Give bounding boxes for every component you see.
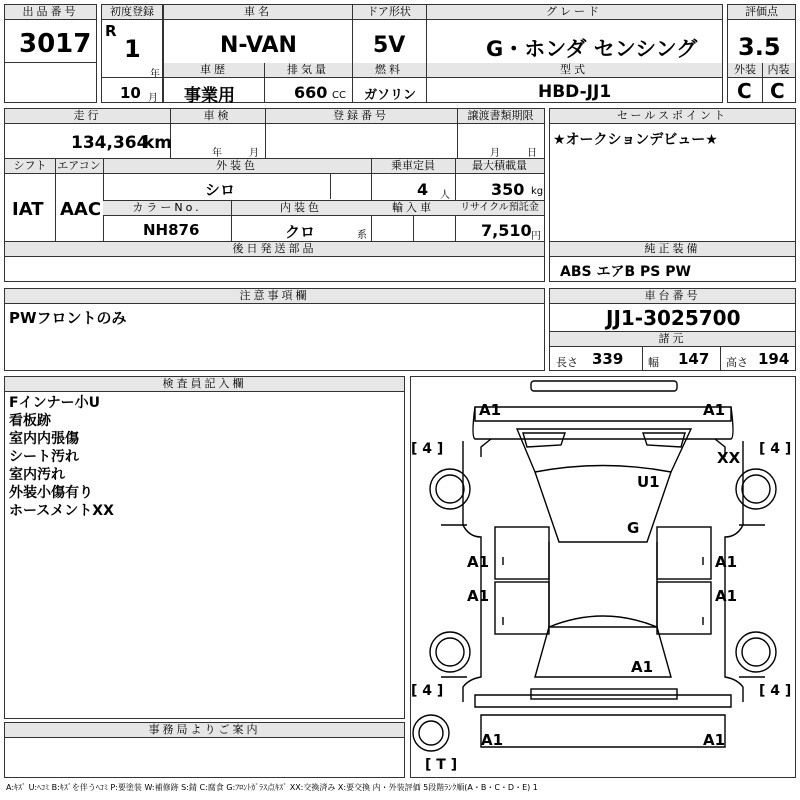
kg-unit: kg (531, 186, 544, 197)
height-label: 高さ (726, 356, 748, 369)
insp-year-unit: 年 (212, 148, 222, 159)
interior-label: 内装 (762, 63, 795, 78)
caution-cell (4, 288, 545, 371)
tire-mark: [ 4 ] (759, 441, 792, 457)
damage-mark: A1 (481, 731, 504, 749)
sales-point-cell (549, 108, 796, 282)
yen-unit: 円 (531, 231, 541, 242)
reg-year: 1 (124, 35, 141, 63)
displacement-label: 排気量 (264, 63, 352, 78)
inspector-note: シート汚れ (9, 449, 79, 465)
car-diagram (410, 376, 796, 778)
regno-label: 登録番号 (265, 109, 457, 124)
ext-color: シロ (205, 181, 236, 199)
capacity: 4 (417, 180, 429, 199)
transfer-month-unit: 月 (490, 148, 500, 159)
history-label: 車歴 (164, 63, 264, 78)
kei-unit: 系 (357, 230, 367, 241)
score-cell (727, 4, 796, 103)
sales-point-text: ★オークションデビュー★ (553, 132, 718, 148)
grade-label: グレード (426, 5, 722, 20)
details-block (4, 108, 545, 282)
inspector-note: 外装小傷有り (9, 485, 93, 501)
transfer-label: 譲渡書類期限 (457, 109, 544, 124)
model: HBD-JJ1 (538, 82, 612, 102)
later-parts-label: 後日発送部品 (5, 242, 544, 257)
load: 350 (491, 180, 525, 199)
displacement: 660 (294, 83, 328, 102)
legend: A:ｷｽﾞ U:ﾍｺﾐ B:ｷｽﾞを伴うﾍｺﾐ P:要塗装 W:補修跡 S:錆 C:腐食 G:ﾌﾛﾝﾄｶﾞﾗｽ点ｷｽﾞ XX:交換済み X:要交換 内・外装評価 5段階ﾗﾝｸ順(A・B・C・D・E) 1 (6, 783, 538, 792)
damage-mark: A1 (703, 731, 726, 749)
damage-mark: G (627, 519, 640, 537)
shift: IAT (12, 199, 44, 220)
damage-mark: A1 (703, 401, 726, 419)
width: 147 (678, 350, 710, 368)
length: 339 (592, 350, 624, 368)
cc-unit: CC (332, 90, 346, 101)
ext-color-label: 外装色 (103, 159, 371, 174)
color-no-label: カラーNo. (103, 201, 231, 216)
shift-label: シフト (5, 159, 55, 174)
office-label: 事務局よりご案内 (5, 723, 404, 738)
load-label: 最大積載量 (455, 159, 544, 174)
interior-grade: C (770, 79, 785, 103)
spare-tire-mark: [ T ] (425, 757, 458, 773)
chassis-number: JJ1-3025700 (606, 306, 741, 330)
history: 事業用 (184, 86, 235, 106)
era: R (105, 22, 117, 40)
damage-mark: A1 (479, 401, 502, 419)
sales-point-label: セールスポイント (550, 109, 795, 124)
office-cell (4, 722, 405, 778)
inspection-label: 車検 (170, 109, 265, 124)
equipment-label: 純正装備 (550, 242, 795, 257)
fuel: ガソリン (364, 88, 417, 103)
km-unit: km (143, 133, 173, 153)
damage-mark: U1 (637, 473, 660, 491)
car-outline-diagram (411, 377, 795, 777)
reg-label: 初度登録 (102, 5, 162, 20)
height: 194 (758, 350, 790, 368)
damage-mark: A1 (467, 587, 490, 605)
score-label: 評価点 (728, 5, 795, 20)
inspector-cell (4, 376, 405, 719)
inspector-note: 看板跡 (9, 413, 51, 429)
chassis-cell (549, 288, 796, 371)
damage-mark: A1 (631, 658, 654, 676)
car-name-label: 車名 (164, 5, 352, 20)
door-type: 5V (373, 33, 406, 58)
mileage: 134,364 (71, 133, 149, 153)
color-no: NH876 (143, 221, 200, 239)
exterior-grade: C (737, 79, 752, 103)
reg-month: 10 (120, 84, 141, 102)
damage-mark: A1 (715, 587, 738, 605)
inspector-note: 室内内張傷 (9, 431, 79, 447)
fuel-label: 燃料 (352, 63, 426, 78)
insp-month-unit: 月 (249, 148, 259, 159)
grade: G・ホンダ センシング (486, 37, 698, 61)
inspector-note: ホースメントXX (9, 503, 114, 519)
tire-mark: [ 4 ] (759, 683, 792, 699)
ac: AAC (60, 199, 102, 220)
mileage-label: 走行 (5, 109, 170, 124)
damage-mark: XX (717, 449, 741, 467)
year-unit: 年 (150, 69, 160, 80)
recycle-label: リサイクル預託金 (455, 201, 544, 216)
caution-text: PWフロントのみ (9, 309, 127, 327)
person-unit: 人 (440, 190, 450, 201)
damage-mark: A1 (467, 553, 490, 571)
car-info-cell (163, 4, 723, 106)
door-label: ドア形状 (352, 5, 426, 20)
exterior-label: 外装 (728, 63, 762, 78)
capacity-label: 乗車定員 (371, 159, 455, 174)
tire-mark: [ 4 ] (411, 441, 444, 457)
width-label: 幅 (648, 356, 659, 369)
tire-mark: [ 4 ] (411, 683, 444, 699)
equipment: ABS エアB PS PW (560, 264, 691, 280)
spec-label: 諸元 (550, 332, 795, 347)
import-label: 輸入車 (371, 201, 455, 216)
lot-label: 出品番号 (5, 5, 96, 20)
int-color-label: 内装色 (231, 201, 371, 216)
lot-number: 3017 (19, 29, 92, 59)
ac-label: エアコン (55, 159, 103, 174)
lot-cell (4, 4, 97, 103)
score: 3.5 (738, 33, 781, 61)
transfer-day-unit: 日 (527, 148, 537, 159)
month-unit: 月 (148, 93, 158, 104)
car-name: N-VAN (220, 33, 297, 58)
inspector-note: 室内汚れ (9, 467, 65, 483)
int-color: クロ (285, 223, 316, 241)
caution-label: 注意事項欄 (5, 289, 544, 304)
model-label: 型式 (426, 63, 722, 78)
damage-mark: A1 (715, 553, 738, 571)
registration-cell (101, 4, 163, 103)
inspector-label: 検査員記入欄 (5, 377, 404, 392)
inspector-note: Fインナー小U (9, 395, 100, 411)
recycle-fee: 7,510 (481, 221, 532, 240)
length-label: 長さ (556, 356, 578, 369)
chassis-label: 車台番号 (550, 289, 795, 304)
